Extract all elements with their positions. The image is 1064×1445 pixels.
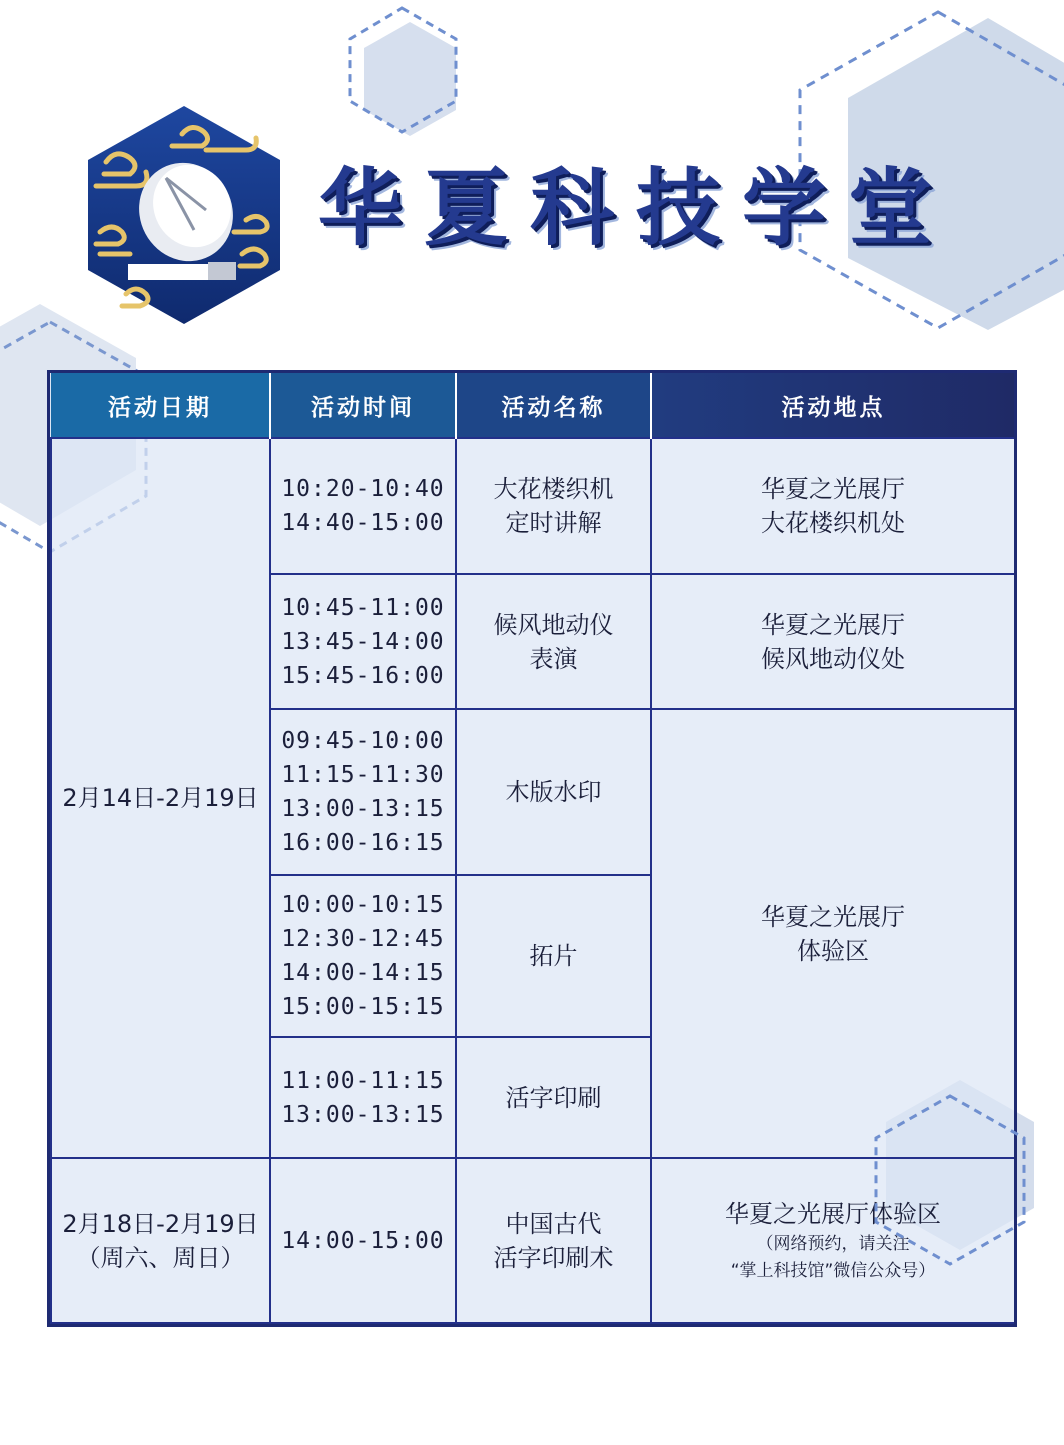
header-time: 活动时间 xyxy=(270,373,456,438)
activity-name: 木版水印 xyxy=(505,778,602,806)
activity-name-cell xyxy=(456,1037,651,1158)
location-cell xyxy=(651,438,1015,574)
table-row xyxy=(51,1158,1015,1323)
time-cell xyxy=(270,574,456,709)
location-text: 华夏之光展厅体验区 xyxy=(725,1199,941,1228)
time-slot: 14:00-15:00 xyxy=(281,1227,445,1254)
time-cell xyxy=(270,1037,456,1158)
location-text: 体验区 xyxy=(797,936,869,965)
activity-name: 大花楼织机 xyxy=(493,475,614,503)
time-slot: 14:00-14:15 xyxy=(281,960,445,986)
time-slot: 15:00-15:15 xyxy=(281,994,445,1020)
table-header-row xyxy=(51,373,1015,438)
logo-emblem xyxy=(86,104,282,326)
time-slot: 15:45-16:00 xyxy=(281,662,445,689)
reservation-note: “掌上科技馆”微信公众号） xyxy=(730,1260,936,1281)
time-cell xyxy=(270,875,456,1037)
time-slot: 12:30-12:45 xyxy=(281,926,445,952)
time-slot: 16:00-16:15 xyxy=(281,830,445,856)
time-slot: 10:20-10:40 xyxy=(281,476,445,502)
time-slot: 11:00-11:15 xyxy=(281,1067,445,1094)
header-activity-name: 活动名称 xyxy=(456,373,651,438)
activity-name-cell xyxy=(456,574,651,709)
activity-name: 候风地动仪 xyxy=(493,610,614,639)
time-slot: 13:00-13:15 xyxy=(281,1101,445,1128)
activity-name-cell xyxy=(456,709,651,875)
date-text: 2月18日-2月19日 xyxy=(62,1209,259,1238)
location-text: 华夏之光展厅 xyxy=(761,610,905,639)
activity-name: 活字印刷术 xyxy=(493,1243,614,1272)
time-slot: 13:45-14:00 xyxy=(281,628,445,655)
location-text: 候风地动仪处 xyxy=(761,644,905,673)
location-cell-shared xyxy=(651,709,1015,1158)
reservation-note: （网络预约，请关注 xyxy=(756,1233,910,1254)
time-cell xyxy=(270,1158,456,1323)
time-cell xyxy=(270,709,456,875)
schedule-table xyxy=(47,370,1017,1327)
activity-name: 定时讲解 xyxy=(505,509,602,537)
date-text: （周六、周日） xyxy=(76,1243,245,1272)
activity-name: 表演 xyxy=(529,644,578,673)
location-text: 华夏之光展厅 xyxy=(761,475,905,503)
page-title: 华夏科技学堂 xyxy=(318,159,955,257)
date-cell xyxy=(51,1158,270,1323)
location-cell xyxy=(651,574,1015,709)
table-row xyxy=(51,438,1015,574)
activity-name: 拓片 xyxy=(529,942,578,970)
time-cell xyxy=(270,438,456,574)
location-cell xyxy=(651,1158,1015,1323)
header-date: 活动日期 xyxy=(51,373,270,438)
location-text: 大花楼织机处 xyxy=(761,509,905,537)
time-slot: 10:45-11:00 xyxy=(281,594,445,621)
activity-name-cell xyxy=(456,438,651,574)
location-text: 华夏之光展厅 xyxy=(761,902,905,931)
time-slot: 14:40-15:00 xyxy=(281,510,445,536)
activity-name-cell xyxy=(456,875,651,1037)
time-slot: 13:00-13:15 xyxy=(281,796,445,822)
activity-name-cell xyxy=(456,1158,651,1323)
activity-name: 活字印刷 xyxy=(505,1083,602,1112)
activity-name: 中国古代 xyxy=(505,1209,602,1238)
time-slot: 09:45-10:00 xyxy=(281,728,445,754)
time-slot: 10:00-10:15 xyxy=(281,892,445,918)
date-cell: 2月14日-2月19日 xyxy=(51,438,270,1158)
header-location: 活动地点 xyxy=(651,373,1015,438)
time-slot: 11:15-11:30 xyxy=(281,762,445,788)
